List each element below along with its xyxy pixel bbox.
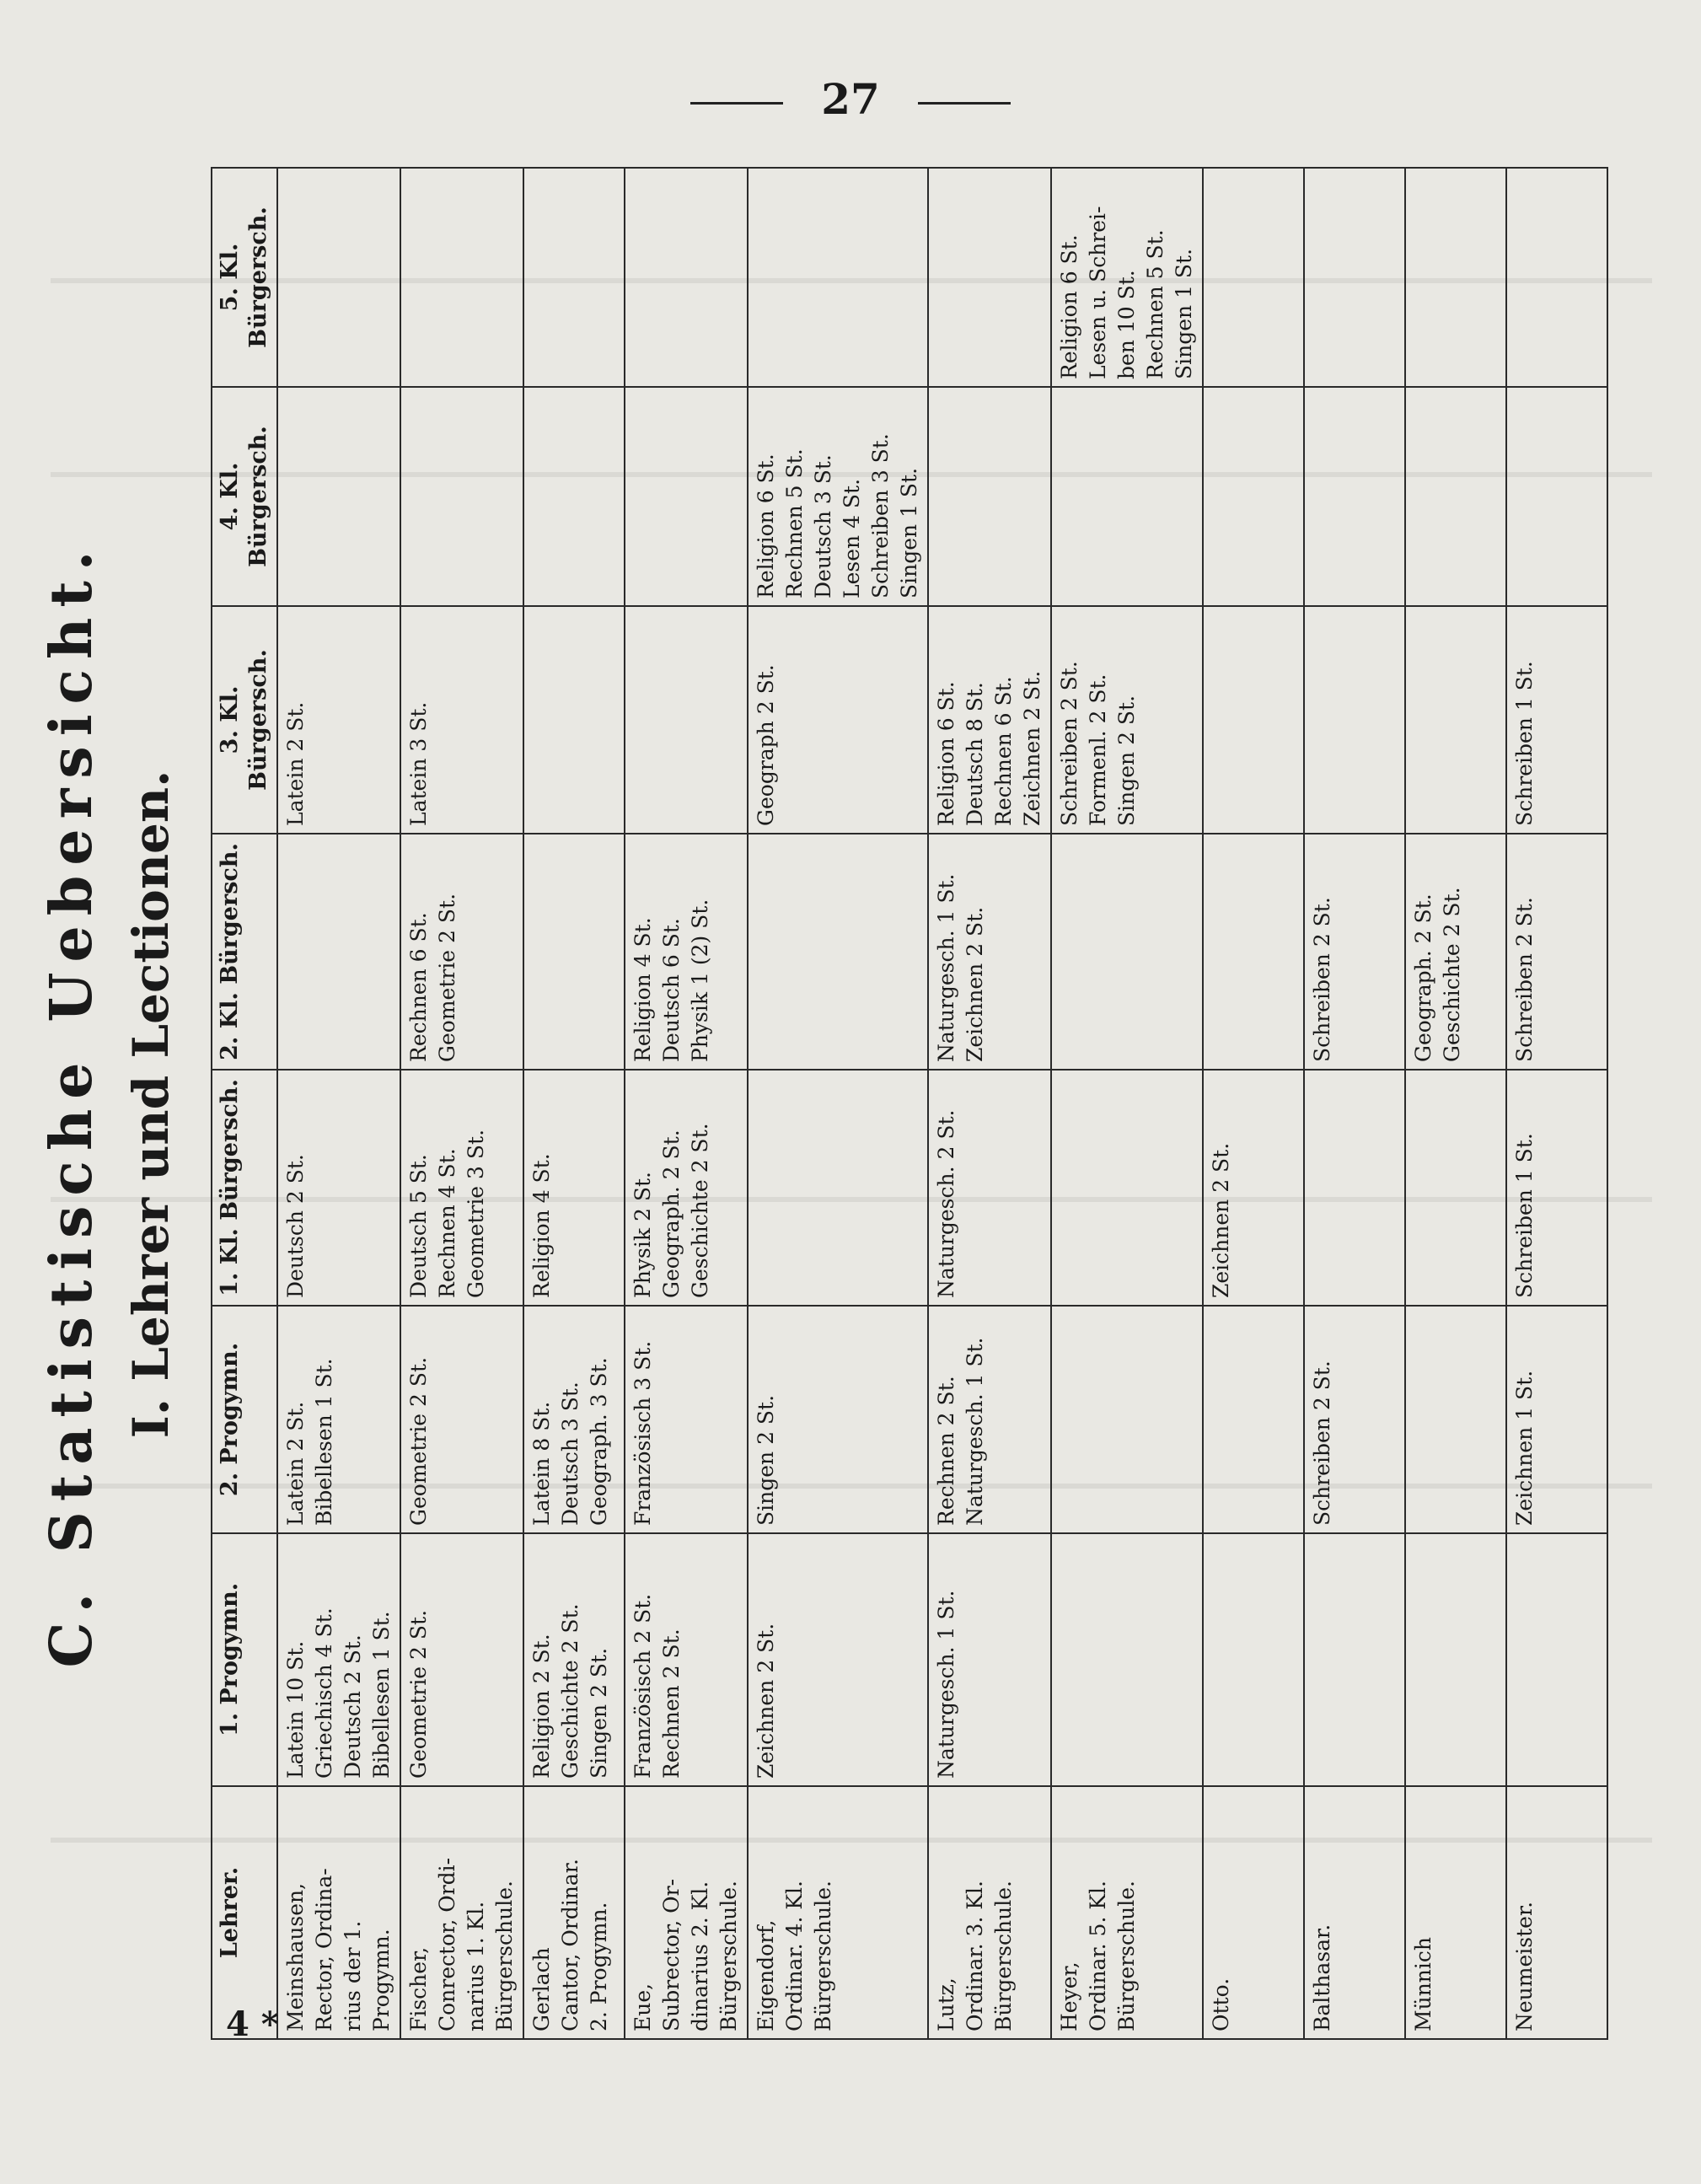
column-header: 2. Kl. Bürgersch.: [212, 834, 277, 1070]
table-header-row: [212, 168, 277, 2039]
page-number-rule-left: [690, 102, 783, 105]
lesson-cell: [928, 387, 1051, 606]
lesson-line: Formenl. 2 St.: [1086, 673, 1110, 826]
lesson-cell: [1304, 834, 1405, 1070]
lesson-cell: [748, 834, 928, 1070]
table-row: [1304, 168, 1405, 2039]
column-header: 1. Kl. Bürgersch.: [212, 1070, 277, 1306]
teacher-line: Bürgerschule.: [492, 1881, 517, 2031]
lesson-cell: [928, 834, 1051, 1070]
teacher-cell: [523, 1786, 625, 2039]
lesson-cell: [1304, 387, 1405, 606]
page-number: [0, 74, 1701, 124]
lesson-cell: [1304, 1306, 1405, 1533]
teacher-cell: [1203, 1786, 1304, 2039]
lesson-line: Naturgesch. 1 St.: [934, 1590, 958, 1779]
table-row: [748, 168, 928, 2039]
lesson-cell: [400, 1533, 523, 1786]
teacher-line: Ordinar. 5. Kl.: [1086, 1881, 1110, 2031]
lesson-line: Zeichnen 2 St.: [754, 1623, 778, 1779]
teacher-cell: [928, 1786, 1051, 2039]
lesson-cell: [523, 1070, 625, 1306]
lesson-line: Singen 2 St.: [754, 1394, 778, 1526]
lesson-line: Singen 2 St.: [1114, 695, 1139, 826]
lesson-cell: [1506, 168, 1607, 387]
teacher-cell: [625, 1786, 748, 2039]
lesson-cell: [1051, 387, 1203, 606]
teacher-line: Otto.: [1209, 1977, 1233, 2031]
lesson-cell: [1203, 606, 1304, 834]
lesson-cell: [625, 387, 748, 606]
table-row: [277, 168, 400, 2039]
lesson-line: Religion 6 St.: [934, 681, 958, 826]
teacher-cell: [400, 1786, 523, 2039]
lesson-cell: [523, 834, 625, 1070]
lesson-line: Französisch 3 St.: [630, 1340, 655, 1526]
lesson-line: Schreiben 2 St.: [1310, 897, 1334, 1062]
lesson-cell: [1051, 1070, 1203, 1306]
lesson-cell: [1304, 606, 1405, 834]
lesson-line: Singen 1 St.: [897, 467, 921, 598]
teacher-cell: [1506, 1786, 1607, 2039]
teacher-line: Gerlach: [529, 1947, 554, 2031]
lesson-line: Religion 4 St.: [630, 917, 655, 1062]
lesson-cell: [400, 834, 523, 1070]
lesson-cell: [1051, 606, 1203, 834]
lesson-cell: [400, 1070, 523, 1306]
lesson-line: Bibellesen 1 St.: [312, 1358, 336, 1526]
lesson-line: Singen 1 St.: [1172, 248, 1196, 379]
lesson-cell: [1506, 1306, 1607, 1533]
lesson-cell: [625, 1070, 748, 1306]
lesson-line: Deutsch 6 St.: [659, 918, 684, 1062]
teacher-line: Cantor, Ordinar.: [558, 1859, 582, 2031]
lesson-cell: [1203, 1306, 1304, 1533]
teacher-cell: [748, 1786, 928, 2039]
teacher-line: Subrector, Or-: [659, 1878, 684, 2031]
lesson-cell: [1203, 168, 1304, 387]
lesson-cell: [1405, 1070, 1506, 1306]
column-header: 5. Kl. Bürgersch.: [212, 168, 277, 387]
lesson-cell: [1304, 1533, 1405, 1786]
lesson-cell: [748, 1306, 928, 1533]
lesson-cell: [400, 168, 523, 387]
teacher-cell: [1304, 1786, 1405, 2039]
lesson-cell: [748, 1533, 928, 1786]
lesson-line: Deutsch 5 St.: [406, 1154, 431, 1298]
lesson-cell: [400, 606, 523, 834]
lesson-cell: [1051, 1306, 1203, 1533]
teacher-line: Münnich: [1411, 1937, 1435, 2031]
lesson-cell: [1405, 168, 1506, 387]
teacher-line: dinarius 2. Kl.: [688, 1881, 712, 2031]
lesson-line: Deutsch 8 St.: [963, 682, 987, 826]
lesson-line: Deutsch 2 St.: [283, 1154, 308, 1298]
lesson-line: Rechnen 6 St.: [991, 676, 1016, 826]
lesson-line: Schreiben 2 St.: [1310, 1360, 1334, 1526]
teacher-cell: [1405, 1786, 1506, 2039]
column-header: Lehrer.: [212, 1786, 277, 2039]
teacher-line: rius der 1.: [341, 1920, 365, 2031]
lesson-cell: [277, 387, 400, 606]
column-header: 1. Progymn.: [212, 1533, 277, 1786]
table-row: [400, 168, 523, 2039]
lesson-cell: [523, 387, 625, 606]
page-number-text: 27: [821, 74, 880, 124]
lesson-line: Rechnen 6 St.: [406, 912, 431, 1062]
lesson-line: Geschichte 2 St.: [558, 1603, 582, 1779]
lesson-line: Naturgesch. 1 St.: [934, 873, 958, 1062]
teacher-cell: [277, 1786, 400, 2039]
lesson-cell: [1203, 834, 1304, 1070]
table-body: [277, 168, 1607, 2039]
lesson-cell: [928, 606, 1051, 834]
lesson-line: Französisch 2 St.: [630, 1593, 655, 1779]
lesson-line: Schreiben 2 St.: [1512, 897, 1537, 1062]
teacher-line: Bürgerschule.: [1114, 1881, 1139, 2031]
teacher-line: Fischer,: [406, 1946, 431, 2031]
table-row: [1203, 168, 1304, 2039]
lesson-cell: [1051, 168, 1203, 387]
lesson-cell: [748, 387, 928, 606]
teacher-line: Bürgerschule.: [811, 1881, 835, 2031]
lesson-cell: [748, 1070, 928, 1306]
lesson-cell: [277, 834, 400, 1070]
lesson-line: Naturgesch. 1 St.: [963, 1337, 987, 1526]
lesson-cell: [400, 387, 523, 606]
lesson-line: Singen 2 St.: [587, 1647, 611, 1779]
lesson-line: Schreiben 3 St.: [868, 433, 893, 598]
column-header: 3. Kl. Bürgersch.: [212, 606, 277, 834]
lesson-cell: [523, 168, 625, 387]
section-subheading: I. Lehrer und Lectionen.: [122, 770, 180, 1439]
table-row: [1051, 168, 1203, 2039]
lesson-cell: [1304, 168, 1405, 387]
teacher-line: Progymn.: [369, 1929, 394, 2031]
lesson-line: Lesen u. Schrei-: [1086, 206, 1110, 379]
column-header: 4. Kl. Bürgersch.: [212, 387, 277, 606]
teacher-line: Bürgerschule.: [991, 1881, 1016, 2031]
lesson-cell: [523, 606, 625, 834]
lesson-cell: [1506, 834, 1607, 1070]
rotated-table-section: [38, 169, 1537, 2040]
lesson-cell: [625, 834, 748, 1070]
lesson-cell: [625, 1306, 748, 1533]
lesson-cell: [625, 168, 748, 387]
lesson-cell: [1506, 387, 1607, 606]
lesson-line: Religion 6 St.: [1057, 234, 1081, 379]
lesson-line: Latein 3 St.: [406, 701, 431, 826]
teacher-line: Ordinar. 4. Kl.: [782, 1881, 807, 2031]
lesson-cell: [277, 606, 400, 834]
lesson-line: Latein 10 St.: [283, 1640, 308, 1779]
lesson-cell: [277, 1306, 400, 1533]
teacher-line: Eigendorf,: [754, 1919, 778, 2031]
lesson-cell: [1405, 606, 1506, 834]
lesson-line: Schreiben 1 St.: [1512, 1133, 1537, 1298]
column-header: 2. Progymn.: [212, 1306, 277, 1533]
teacher-line: narius 1. Kl.: [464, 1901, 488, 2031]
lesson-line: Zeichnen 2 St.: [1209, 1142, 1233, 1298]
lesson-line: Geograph. 3 St.: [587, 1357, 611, 1526]
lesson-cell: [523, 1306, 625, 1533]
lesson-cell: [277, 1533, 400, 1786]
lesson-line: Geometrie 2 St.: [406, 1356, 431, 1526]
lesson-cell: [1506, 1070, 1607, 1306]
lesson-line: Zeichnen 2 St.: [1020, 670, 1044, 826]
lesson-cell: [1051, 834, 1203, 1070]
lesson-cell: [748, 168, 928, 387]
lesson-line: Geograph. 2 St.: [659, 1130, 684, 1298]
lesson-cell: [1405, 1306, 1506, 1533]
section-heading: C. Statistische Uebersicht.: [38, 540, 105, 1668]
lesson-cell: [928, 1533, 1051, 1786]
lesson-cell: [1203, 1070, 1304, 1306]
teacher-line: Meinshausen,: [283, 1882, 308, 2031]
lesson-line: ben 10 St.: [1114, 270, 1139, 379]
lesson-line: Zeichnen 2 St.: [963, 906, 987, 1062]
lesson-cell: [928, 168, 1051, 387]
lesson-cell: [1304, 1070, 1405, 1306]
lesson-cell: [523, 1533, 625, 1786]
lesson-line: Rechnen 2 St.: [934, 1376, 958, 1526]
lesson-line: Physik 1 (2) St.: [688, 899, 712, 1062]
lesson-cell: [400, 1306, 523, 1533]
lesson-cell: [277, 168, 400, 387]
lesson-line: Physik 2 St.: [630, 1172, 655, 1298]
table-row: [625, 168, 748, 2039]
lesson-line: Latein 2 St.: [283, 1401, 308, 1526]
lesson-cell: [1405, 387, 1506, 606]
lesson-line: Geschichte 2 St.: [1440, 887, 1464, 1062]
teacher-line: Balthasar.: [1310, 1924, 1334, 2031]
lesson-cell: [1506, 606, 1607, 834]
lesson-cell: [1203, 1533, 1304, 1786]
lesson-line: Schreiben 2 St.: [1057, 661, 1081, 826]
lesson-line: Geometrie 2 St.: [435, 893, 459, 1062]
lesson-line: Griechisch 4 St.: [312, 1607, 336, 1779]
lesson-line: Religion 2 St.: [529, 1634, 554, 1779]
lesson-cell: [277, 1070, 400, 1306]
page-number-rule-right: [918, 102, 1011, 105]
lesson-line: Rechnen 4 St.: [435, 1148, 459, 1298]
lesson-line: Religion 4 St.: [529, 1153, 554, 1298]
lesson-cell: [928, 1306, 1051, 1533]
lesson-line: Bibellesen 1 St.: [369, 1611, 394, 1779]
lesson-cell: [748, 606, 928, 834]
lesson-line: Latein 2 St.: [283, 701, 308, 826]
lesson-line: Geometrie 3 St.: [464, 1129, 488, 1298]
teacher-line: Ordinar. 3. Kl.: [963, 1881, 987, 2031]
lesson-line: Rechnen 5 St.: [782, 448, 807, 598]
lesson-cell: [1203, 387, 1304, 606]
lesson-line: Rechnen 5 St.: [1143, 229, 1167, 379]
lesson-line: Geograph. 2 St.: [1411, 893, 1435, 1062]
teacher-line: 2. Progymn.: [587, 1902, 611, 2031]
lesson-line: Geometrie 2 St.: [406, 1609, 431, 1779]
lesson-cell: [1405, 1533, 1506, 1786]
lesson-line: Rechnen 2 St.: [659, 1629, 684, 1779]
lesson-cell: [625, 1533, 748, 1786]
table-row: [1506, 168, 1607, 2039]
lesson-cell: [1405, 834, 1506, 1070]
table-row: [523, 168, 625, 2039]
lesson-line: Geograph 2 St.: [754, 664, 778, 826]
table-row: [1405, 168, 1506, 2039]
lesson-line: Deutsch 3 St.: [558, 1382, 582, 1526]
lesson-line: Deutsch 3 St.: [811, 454, 835, 598]
lesson-line: Geschichte 2 St.: [688, 1123, 712, 1298]
lesson-line: Naturgesch. 2 St.: [934, 1109, 958, 1298]
lesson-line: Religion 6 St.: [754, 453, 778, 598]
table-row: [928, 168, 1051, 2039]
lesson-cell: [1506, 1533, 1607, 1786]
teacher-line: Lutz,: [934, 1977, 958, 2031]
signature-mark: 4 *: [226, 2004, 279, 2044]
teacher-line: Rector, Ordina-: [312, 1868, 336, 2031]
lesson-line: Schreiben 1 St.: [1512, 661, 1537, 826]
lesson-line: Lesen 4 St.: [840, 478, 864, 598]
lesson-line: Zeichnen 1 St.: [1512, 1370, 1537, 1526]
lesson-cell: [1051, 1533, 1203, 1786]
teacher-line: Neumeister.: [1512, 1901, 1537, 2031]
lesson-line: Latein 8 St.: [529, 1401, 554, 1526]
lesson-cell: [625, 606, 748, 834]
teacher-line: Conrector, Ordi-: [435, 1857, 459, 2031]
lesson-line: Deutsch 2 St.: [341, 1634, 365, 1779]
teacher-cell: [1051, 1786, 1203, 2039]
teacher-line: Bürgerschule.: [716, 1881, 741, 2031]
lessons-table: [211, 167, 1608, 2040]
teacher-line: Heyer,: [1057, 1961, 1081, 2031]
teacher-line: Eue,: [630, 1983, 655, 2031]
lesson-cell: [928, 1070, 1051, 1306]
